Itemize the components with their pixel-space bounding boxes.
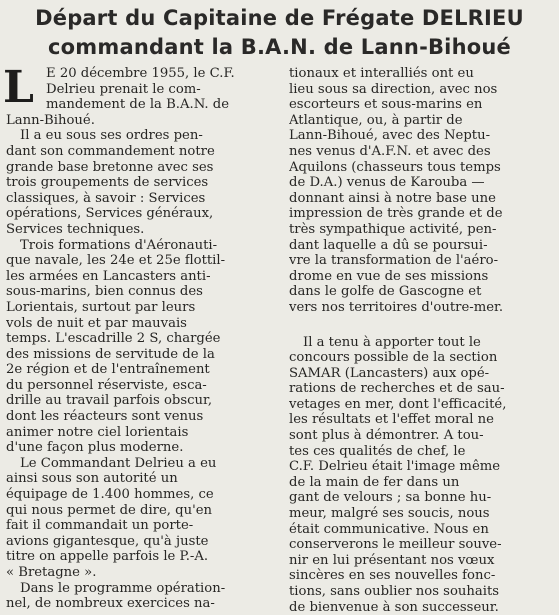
text-line: les armées en Lancasters anti-: [6, 268, 211, 284]
text-line: nes venus d'A.F.N. et avec des: [289, 143, 491, 159]
text-line: du personnel réserviste, esca-: [6, 377, 207, 393]
text-line: opérations, Services généraux,: [6, 206, 214, 222]
text-line: tes ces qualités de chef, le: [289, 443, 466, 459]
text-line: était communicative. Nous en: [289, 521, 489, 537]
text-line: vers nos territoires d'outre-mer.: [289, 299, 504, 315]
text-line: Il a tenu à apporter tout le: [303, 334, 481, 350]
text-line: de bienvenue à son successeur.: [289, 599, 499, 615]
text-line: les résultats et l'effet moral ne: [289, 412, 494, 428]
text-line: animer notre ciel lorientais: [6, 424, 189, 440]
text-line: donnant ainsi à notre base une: [289, 190, 496, 206]
text-line: conserverons le meilleur souve-: [289, 537, 502, 553]
text-line: avions gigantesque, qu'à juste: [6, 533, 209, 549]
text-line: Le Commandant Delrieu a eu: [20, 455, 217, 471]
text-line: vetages en mer, dont l'efficacité,: [289, 396, 507, 412]
text-line: des missions de servitude de la: [6, 346, 215, 362]
text-line: Delrieu prenait le com-: [46, 81, 201, 97]
text-line: impression de très grande et de: [289, 206, 503, 222]
text-line: trois groupements de services: [6, 175, 209, 191]
headline-line-2: commandant la B.A.N. de Lann-Bihoué: [48, 35, 511, 59]
text-line: Il a eu sous ses ordres pen-: [20, 128, 203, 144]
text-line: de la main de fer dans un: [289, 474, 460, 490]
text-line: meur, malgré ses soucis, nous: [289, 506, 490, 522]
text-line: titre on appelle parfois le P.-A.: [6, 549, 209, 565]
text-line: dont les réacteurs sont venus: [6, 409, 204, 425]
text-line: de D.A.) venus de Karouba —: [289, 175, 485, 191]
text-line: Atlantique, ou, à partir de: [289, 112, 463, 128]
text-line: Trois formations d'Aéronauti-: [20, 237, 218, 253]
text-line: Services techniques.: [6, 221, 145, 237]
text-line: équipage de 1.400 hommes, ce: [6, 487, 214, 503]
article-headline: [0, 4, 559, 62]
text-line: drome en vue de ses missions: [289, 268, 489, 284]
text-line: ainsi sous son autorité un: [6, 471, 178, 487]
text-line: mandement de la B.A.N. de: [46, 97, 230, 113]
text-line: rations de recherches et de sau-: [289, 381, 505, 397]
text-line: Lorientais, surtout par leurs: [6, 299, 196, 315]
text-line: C.F. Delrieu était l'image même: [289, 459, 501, 475]
text-line: tionaux et interalliés ont eu: [289, 66, 474, 81]
text-line: vols de nuit et par mauvais: [6, 315, 187, 331]
text-line: concours possible de la section: [289, 350, 498, 366]
text-line: tions, sans oublier nos souhaits: [289, 584, 500, 599]
text-line: nir en lui présentant nos vœux: [289, 552, 495, 568]
text-line: dans le golfe de Gascogne et: [289, 284, 482, 300]
text-line: nel, de nombreux exercices na-: [6, 596, 215, 612]
text-line: temps. L'escadrille 2 S, chargée: [6, 331, 221, 347]
text-line: fait il commandait un porte-: [6, 518, 194, 534]
text-line: classiques, à savoir : Services: [6, 190, 206, 206]
text-line: sous-marins, bien connus des: [6, 284, 203, 300]
text-line: Aquilons (chasseurs tous temps: [289, 159, 501, 175]
text-line: d'une façon plus moderne.: [6, 440, 184, 456]
article-column-left: [6, 66, 279, 612]
text-line: lieu sous sa direction, avec nos: [289, 81, 498, 97]
headline-line-1: Départ du Capitaine de Frégate DELRIEU: [35, 6, 524, 30]
drop-cap: L: [3, 62, 34, 113]
text-line: très sympathique activité, pen-: [289, 221, 497, 237]
text-line: Lann-Bihoué.: [6, 112, 95, 128]
text-line: SAMAR (Lancasters) aux opé-: [289, 365, 490, 381]
text-line: grande base bretonne avec ses: [6, 159, 214, 175]
text-line: sont plus à démontrer. A tou-: [289, 428, 484, 444]
text-line: vre la transformation de l'aéro-: [289, 253, 499, 269]
text-line: que navale, les 24e et 25e flottil-: [6, 253, 226, 269]
text-line: « Bretagne ».: [6, 565, 97, 580]
text-line: sincères en ses nouvelles fonc-: [289, 568, 496, 584]
text-line: drille au travail parfois obscur,: [6, 393, 213, 409]
text-line: Lann-Bihoué, avec des Neptu-: [289, 128, 491, 144]
text-line: 2e région et de l'entraînement: [6, 362, 210, 378]
text-line: escorteurs et sous-marins en: [289, 97, 483, 113]
text-line: E 20 décembre 1955, le C.F.: [46, 66, 235, 81]
text-line: qui nous permet de dire, qu'en: [6, 502, 213, 518]
text-line: dant son commandement notre: [6, 143, 215, 159]
text-line: gant de velours ; sa bonne hu-: [289, 490, 492, 506]
paragraph-gap: [289, 316, 553, 335]
text-line: dant laquelle a dû se poursui-: [289, 237, 488, 253]
text-line: Dans le programme opération-: [20, 580, 226, 596]
article-column-right: [289, 66, 553, 615]
